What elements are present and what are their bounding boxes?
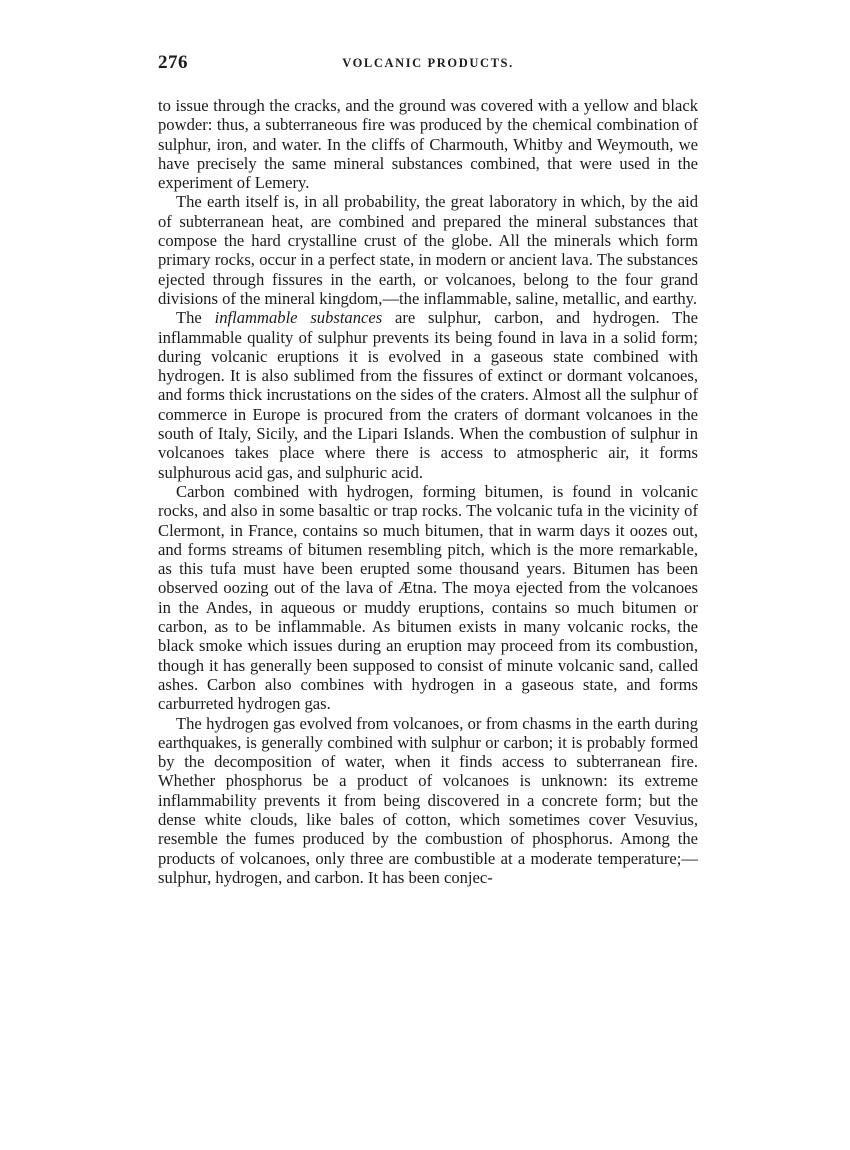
italic-term: inflammable substances — [214, 308, 383, 328]
body-text — [158, 96, 698, 887]
paragraph: Carbon combined with hydrogen, forming bitumen, is found in volcanic rocks, and also in some basaltic or trap rocks. The volcanic tufa in the vicinity of Clermont, in France, contains so much bitumen, that in warm days it oozes out, and forms streams of bitumen resembling pitch, which is the more remarkable, as this tufa must have been erupted some thousand years. Bitumen has been observed oozing out of the lava of Ætna. The moya ejected from the volcanoes in the Andes, in aqueous or muddy eruptions, contains so much bitumen or carbon, as to be inflammable. As bitumen exists in many volcanic rocks, the black smoke which issues during an eruption may proceed from its combustion, though it has generally been supposed to consist of minute volcanic sand, called ashes. Carbon also combines with hydrogen in a gaseous state, and forms carburreted hydrogen gas. — [158, 481, 698, 714]
paragraph: to issue through the cracks, and the ground was covered with a yellow and black powder: thus, a subterraneous fire was produced by the chemical combination of sulphur, iron, and water. In the cliffs of Charmouth, Whitby and Weymouth, we have precisely the same mineral substances combined, that were used in the experiment of Lemery. — [158, 96, 698, 193]
paragraph-lead: The — [176, 308, 215, 328]
paragraph-rest: are sulphur, carbon, and hydrogen. The inflammable quality of sulphur prevents its being found in lava in a solid form; during volcanic eruptions it is evolved in a gaseous state combined with hydrogen. It is also sublimed from the fissures of extinct or dormant volcanoes, and forms thick incrustations on the sides of the craters. Almost all the sulphur of commerce in Europe is procured from the craters of dormant volcanoes in the south of Italy, Sicily, and the Lipari Islands. When the combustion of sulphur in volcanoes takes place where there is access to atmospheric air, it forms sulphurous acid gas, and sulphuric acid. — [158, 308, 698, 482]
paragraph — [158, 308, 698, 482]
page-number: 276 — [158, 52, 188, 73]
paragraph: The hydrogen gas evolved from volcanoes, or from chasms in the earth during earthquakes, is generally combined with sulphur or carbon; it is probably formed by the decomposition of water, when it finds access to subterranean fire. Whether phosphorus be a product of volcanoes is unknown: its extreme inflammability prevents it from being discovered in a concrete form; but the dense white clouds, like bales of cotton, which sometimes cover Vesuvius, resemble the fumes produced by the combustion of phosphorus. Among the products of volcanoes, only three are combustible at a moderate temperature;—sulphur, hydrogen, and carbon. It has been conjec- — [158, 713, 698, 887]
running-head: VOLCANIC PRODUCTS. — [342, 56, 514, 70]
book-page — [158, 52, 698, 887]
paragraph: The earth itself is, in all probability, the great laboratory in which, by the aid of subterranean heat, are combined and prepared the mineral substances that compose the hard crystalline crust of the globe. All the minerals which form primary rocks, occur in a perfect state, in modern or ancient lava. The substances ejected through fissures in the earth, or volcanoes, belong to the four grand divisions of the mineral kingdom,—the inflammable, saline, metallic, and earthy. — [158, 192, 698, 308]
page-header — [158, 52, 698, 82]
